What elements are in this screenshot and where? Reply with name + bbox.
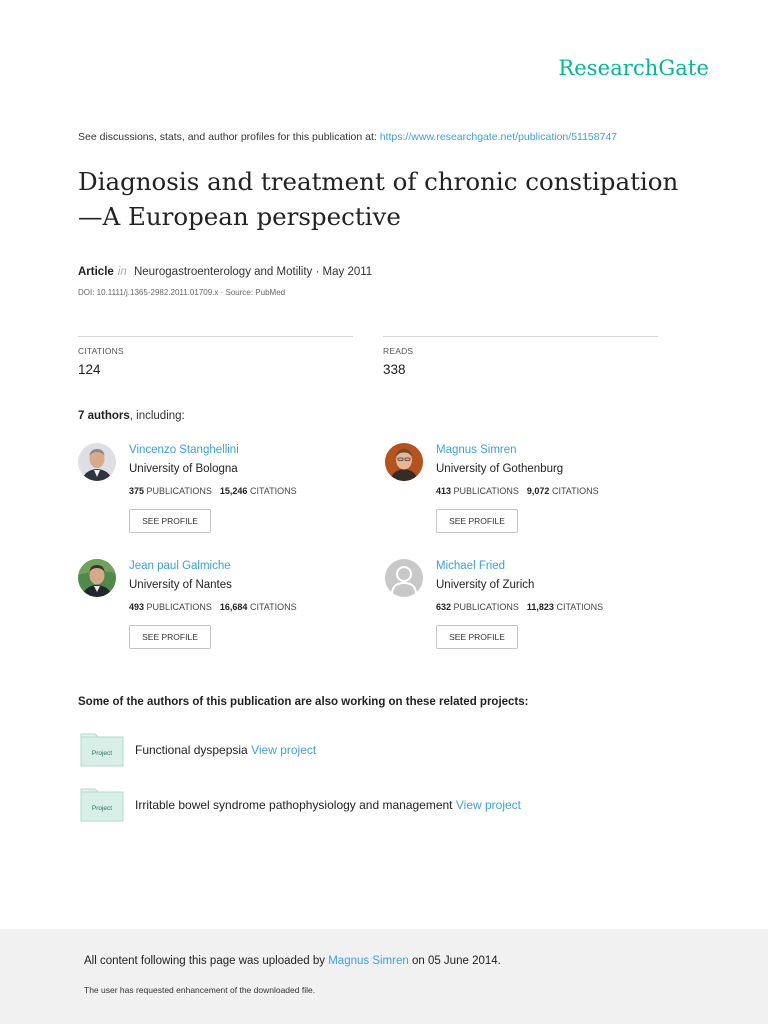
- author-card: [385, 443, 685, 553]
- publication-url-link[interactable]: https://www.researchgate.net/publication/51158747: [379, 131, 618, 143]
- project-tag: Project: [91, 750, 113, 757]
- reads-label: READS: [383, 346, 414, 356]
- researchgate-logo[interactable]: ResearchGate: [558, 56, 709, 80]
- view-project-link[interactable]: View project: [455, 798, 522, 812]
- discussion-line: [78, 131, 617, 143]
- reads-stat: [383, 336, 658, 377]
- author-stats: [436, 486, 599, 496]
- citations-label: CITATIONS: [249, 486, 297, 496]
- publications-label: PUBLICATIONS: [453, 602, 519, 612]
- author-photo-icon: [78, 443, 116, 481]
- author-avatar[interactable]: [385, 443, 423, 481]
- publications-count: 493: [129, 602, 145, 612]
- citations-count: 9,072: [526, 486, 550, 496]
- author-name-link[interactable]: Vincenzo Stanghellini: [129, 444, 239, 456]
- project-tag: Project: [91, 805, 113, 812]
- see-profile-button[interactable]: SEE PROFILE: [436, 509, 518, 533]
- project-title: Irritable bowel syndrome pathophysiology and management: [135, 798, 456, 812]
- authors-heading: [78, 410, 185, 422]
- author-stats: [129, 486, 297, 496]
- author-institution[interactable]: University of Bologna: [129, 463, 238, 475]
- author-card: [385, 559, 685, 669]
- upload-prefix: All content following this page was uploaded by: [84, 955, 329, 967]
- article-meta: [78, 266, 372, 278]
- upload-suffix: on 05 June 2014.: [408, 955, 501, 967]
- author-name-link[interactable]: Michael Fried: [436, 560, 506, 572]
- author-institution[interactable]: University of Zurich: [436, 579, 535, 591]
- uploader-link[interactable]: Magnus Simren: [328, 955, 409, 967]
- author-card: [78, 443, 378, 553]
- citations-count: 16,684: [219, 602, 248, 612]
- author-photo-icon: [78, 559, 116, 597]
- project-title: Functional dyspepsia: [135, 743, 252, 757]
- publications-label: PUBLICATIONS: [146, 602, 212, 612]
- publications-count: 632: [436, 602, 452, 612]
- see-profile-button[interactable]: SEE PROFILE: [129, 509, 211, 533]
- citations-count: 11,823: [526, 602, 554, 612]
- author-avatar[interactable]: [78, 559, 116, 597]
- author-card: [78, 559, 378, 669]
- author-institution[interactable]: University of Gothenburg: [436, 463, 564, 475]
- citations-label: CITATIONS: [556, 602, 604, 612]
- see-profile-button[interactable]: SEE PROFILE: [129, 625, 211, 649]
- author-institution[interactable]: University of Nantes: [129, 579, 232, 591]
- project-text: [135, 743, 316, 757]
- project-item: [80, 733, 640, 769]
- author-avatar[interactable]: [385, 559, 423, 597]
- citations-label: CITATIONS: [551, 486, 599, 496]
- citations-value: 124: [78, 362, 101, 377]
- publications-label: PUBLICATIONS: [453, 486, 519, 496]
- related-projects-heading: Some of the authors of this publication are also working on these related projects:: [78, 696, 529, 708]
- author-avatar[interactable]: [78, 443, 116, 481]
- author-stats: [436, 602, 603, 612]
- upload-info: [84, 955, 501, 967]
- article-title: Diagnosis and treatment of chronic constipation—A European perspective: [78, 167, 679, 231]
- upload-footer: [0, 929, 768, 1024]
- project-item: [80, 788, 640, 824]
- project-text: [135, 798, 521, 812]
- citations-label: CITATIONS: [249, 602, 297, 612]
- journal-info[interactable]: Neurogastroenterology and Motility · May 2011: [133, 266, 373, 278]
- publications-count: 375: [129, 486, 145, 496]
- discussion-text: See discussions, stats, and author profiles for this publication at:: [78, 131, 380, 143]
- author-stats: [129, 602, 297, 612]
- article-type: Article: [78, 266, 114, 278]
- authors-count: 7 authors: [78, 410, 130, 422]
- authors-suffix: , including:: [129, 410, 185, 422]
- citations-label: CITATIONS: [78, 346, 124, 356]
- view-project-link[interactable]: View project: [251, 743, 317, 757]
- default-user-icon: [385, 559, 423, 597]
- author-name-link[interactable]: Jean paul Galmiche: [129, 560, 231, 572]
- enhancement-note: The user has requested enhancement of the downloaded file.: [84, 985, 316, 995]
- publications-count: 413: [436, 486, 452, 496]
- see-profile-button[interactable]: SEE PROFILE: [436, 625, 518, 649]
- publications-label: PUBLICATIONS: [146, 486, 212, 496]
- author-photo-icon: [385, 443, 423, 481]
- citations-stat: [78, 336, 353, 377]
- doi-line: DOI: 10.1111/j.1365-2982.2011.01709.x · Source: PubMed: [78, 288, 286, 297]
- in-word: in: [117, 266, 127, 278]
- reads-value: 338: [383, 362, 406, 377]
- citations-count: 15,246: [219, 486, 248, 496]
- author-name-link[interactable]: Magnus Simren: [436, 444, 517, 456]
